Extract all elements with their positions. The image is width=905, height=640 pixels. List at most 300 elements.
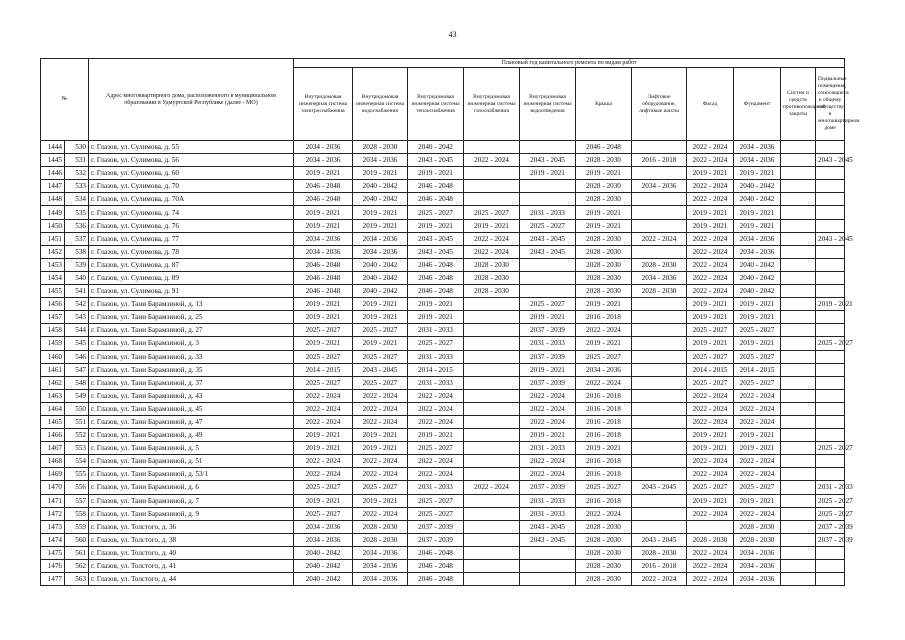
year-cell xyxy=(464,350,520,363)
year-cell: 2031 - 2033 xyxy=(520,337,576,350)
table-row xyxy=(41,389,845,402)
year-cell xyxy=(781,533,816,546)
work-header: Внутридомовая инженерная система водоотведения xyxy=(520,68,576,141)
address-cell: г. Глазов, ул. Сулимова, д. 87 xyxy=(89,258,294,271)
year-cell: 2019 - 2021 xyxy=(734,311,781,324)
mo-number: 550 xyxy=(65,402,89,415)
year-cell: 2016 - 2018 xyxy=(576,402,632,415)
year-cell: 2037 - 2039 xyxy=(520,324,576,337)
year-cell xyxy=(464,311,520,324)
year-cell xyxy=(816,271,845,284)
year-cell: 2028 - 2030 xyxy=(734,533,781,546)
year-cell: 2016 - 2018 xyxy=(632,154,687,167)
year-cell xyxy=(781,324,816,337)
year-cell: 2040 - 2042 xyxy=(353,285,408,298)
year-cell: 2016 - 2018 xyxy=(576,311,632,324)
year-cell: 2028 - 2030 xyxy=(576,533,632,546)
year-cell: 2019 - 2021 xyxy=(576,298,632,311)
year-cell: 2037 - 2039 xyxy=(816,533,845,546)
year-cell: 2025 - 2027 xyxy=(734,350,781,363)
year-cell: 2019 - 2021 xyxy=(687,167,734,180)
year-cell: 2019 - 2021 xyxy=(353,442,408,455)
year-cell: 2019 - 2021 xyxy=(294,442,353,455)
year-cell: 2028 - 2030 xyxy=(576,520,632,533)
year-cell xyxy=(781,507,816,520)
row-number: 1464 xyxy=(41,402,65,415)
year-cell: 2019 - 2021 xyxy=(734,337,781,350)
year-cell: 2019 - 2021 xyxy=(353,219,408,232)
year-cell xyxy=(464,363,520,376)
year-cell: 2034 - 2036 xyxy=(353,573,408,586)
year-cell: 2025 - 2027 xyxy=(520,219,576,232)
year-cell: 2040 - 2042 xyxy=(353,193,408,206)
year-cell: 2025 - 2027 xyxy=(576,350,632,363)
row-number: 1445 xyxy=(41,154,65,167)
year-cell: 2031 - 2033 xyxy=(408,376,464,389)
year-cell: 2031 - 2033 xyxy=(816,481,845,494)
year-cell xyxy=(632,337,687,350)
mo-number: 546 xyxy=(65,350,89,363)
year-cell xyxy=(464,141,520,154)
row-number: 1460 xyxy=(41,350,65,363)
year-cell xyxy=(632,298,687,311)
work-header: Внутридомовая инженерная система теплоснабжения xyxy=(408,68,464,141)
mo-number: 531 xyxy=(65,154,89,167)
year-cell: 2028 - 2030 xyxy=(734,520,781,533)
year-cell: 2022 - 2024 xyxy=(734,402,781,415)
year-cell xyxy=(816,324,845,337)
year-cell: 2028 - 2030 xyxy=(464,258,520,271)
year-cell xyxy=(464,415,520,428)
year-cell xyxy=(464,573,520,586)
year-cell: 2028 - 2030 xyxy=(632,285,687,298)
table-row xyxy=(41,415,845,428)
table-row xyxy=(41,533,845,546)
year-cell: 2022 - 2024 xyxy=(687,546,734,559)
year-cell: 2019 - 2021 xyxy=(294,311,353,324)
year-cell: 2016 - 2018 xyxy=(576,455,632,468)
year-cell xyxy=(781,298,816,311)
year-cell: 2022 - 2024 xyxy=(464,481,520,494)
row-number: 1476 xyxy=(41,560,65,573)
year-cell: 2028 - 2030 xyxy=(576,180,632,193)
year-cell: 2031 - 2033 xyxy=(408,350,464,363)
year-cell: 2028 - 2030 xyxy=(576,245,632,258)
mo-number: 537 xyxy=(65,232,89,245)
table-row xyxy=(41,245,845,258)
year-cell: 2014 - 2015 xyxy=(687,363,734,376)
year-cell xyxy=(464,180,520,193)
row-number: 1477 xyxy=(41,573,65,586)
year-cell: 2028 - 2030 xyxy=(576,573,632,586)
year-cell: 2034 - 2036 xyxy=(294,141,353,154)
row-number: 1471 xyxy=(41,494,65,507)
year-cell: 2019 - 2021 xyxy=(576,442,632,455)
year-cell xyxy=(464,520,520,533)
year-cell: 2022 - 2024 xyxy=(464,154,520,167)
year-cell xyxy=(632,193,687,206)
year-cell xyxy=(464,167,520,180)
year-cell xyxy=(781,468,816,481)
year-cell: 2034 - 2036 xyxy=(294,154,353,167)
year-cell: 2028 - 2030 xyxy=(576,271,632,284)
work-header: Систем и средств противопожарной защиты xyxy=(781,68,816,141)
year-cell: 2022 - 2024 xyxy=(687,285,734,298)
table-row xyxy=(41,468,845,481)
year-cell: 2025 - 2027 xyxy=(408,494,464,507)
year-cell xyxy=(781,546,816,559)
year-cell: 2022 - 2024 xyxy=(464,232,520,245)
year-cell: 2034 - 2036 xyxy=(294,232,353,245)
year-cell: 2022 - 2024 xyxy=(734,507,781,520)
row-number: 1462 xyxy=(41,376,65,389)
year-cell: 2016 - 2018 xyxy=(576,429,632,442)
year-cell: 2022 - 2024 xyxy=(687,180,734,193)
year-cell: 2014 - 2015 xyxy=(734,363,781,376)
year-cell: 2043 - 2045 xyxy=(816,154,845,167)
year-cell xyxy=(520,141,576,154)
year-cell: 2025 - 2027 xyxy=(464,206,520,219)
year-cell xyxy=(816,546,845,559)
year-cell: 2016 - 2018 xyxy=(576,415,632,428)
year-cell: 2028 - 2030 xyxy=(576,285,632,298)
mo-number: 558 xyxy=(65,507,89,520)
year-cell: 2046 - 2048 xyxy=(408,573,464,586)
address-cell: г. Глазов, ул. Тани Барамзиной, д. 27 xyxy=(89,324,294,337)
year-cell: 2040 - 2042 xyxy=(734,285,781,298)
year-cell xyxy=(781,154,816,167)
year-cell: 2025 - 2027 xyxy=(816,507,845,520)
year-cell: 2019 - 2021 xyxy=(734,167,781,180)
address-header: Адрес многоквартирного дома, расположенного в муниципальном образовании в Удмуртской Республике (далее - МО) xyxy=(89,59,294,141)
address-cell: г. Глазов, ул. Тани Барамзиной, д. 35 xyxy=(89,363,294,376)
year-cell: 2037 - 2039 xyxy=(520,376,576,389)
year-cell: 2019 - 2021 xyxy=(576,337,632,350)
mo-number: 556 xyxy=(65,481,89,494)
mo-number: 543 xyxy=(65,311,89,324)
row-number: 1472 xyxy=(41,507,65,520)
year-cell xyxy=(632,350,687,363)
year-cell: 2022 - 2024 xyxy=(576,376,632,389)
year-cell: 2022 - 2024 xyxy=(353,415,408,428)
mo-number: 555 xyxy=(65,468,89,481)
year-cell: 2022 - 2024 xyxy=(408,389,464,402)
year-cell: 2046 - 2048 xyxy=(408,285,464,298)
year-cell: 2022 - 2024 xyxy=(687,258,734,271)
year-cell xyxy=(781,415,816,428)
year-cell: 2037 - 2039 xyxy=(520,481,576,494)
year-cell xyxy=(464,337,520,350)
year-cell: 2019 - 2021 xyxy=(816,298,845,311)
year-cell: 2043 - 2045 xyxy=(408,154,464,167)
year-cell: 2040 - 2042 xyxy=(353,258,408,271)
year-cell xyxy=(632,141,687,154)
mo-number: 545 xyxy=(65,337,89,350)
year-cell: 2025 - 2027 xyxy=(294,350,353,363)
year-cell xyxy=(816,455,845,468)
year-cell: 2019 - 2021 xyxy=(520,311,576,324)
year-cell: 2037 - 2039 xyxy=(408,533,464,546)
year-cell: 2025 - 2027 xyxy=(687,481,734,494)
year-cell: 2025 - 2027 xyxy=(816,442,845,455)
year-cell xyxy=(464,507,520,520)
row-number: 1453 xyxy=(41,258,65,271)
address-cell: г. Глазов, ул. Сулимова, д. 76 xyxy=(89,219,294,232)
work-header: Внутридомовая инженерная система электроснабжения xyxy=(294,68,353,141)
year-cell: 2022 - 2024 xyxy=(576,507,632,520)
address-cell: г. Глазов, ул. Сулимова, д. 56 xyxy=(89,154,294,167)
year-cell xyxy=(816,245,845,258)
year-cell xyxy=(464,494,520,507)
year-cell: 2019 - 2021 xyxy=(353,311,408,324)
year-cell: 2022 - 2024 xyxy=(464,245,520,258)
year-cell: 2019 - 2021 xyxy=(294,494,353,507)
mo-number: 539 xyxy=(65,258,89,271)
year-cell: 2043 - 2045 xyxy=(408,245,464,258)
table-row xyxy=(41,206,845,219)
work-header: Внутридомовая инженерная система водоснабжения xyxy=(353,68,408,141)
work-header: Фундамент xyxy=(734,68,781,141)
table-row xyxy=(41,232,845,245)
year-cell: 2019 - 2021 xyxy=(353,494,408,507)
row-number: 1448 xyxy=(41,193,65,206)
address-cell: г. Глазов, ул. Сулимова, д. 70А xyxy=(89,193,294,206)
year-cell: 2022 - 2024 xyxy=(687,468,734,481)
year-cell: 2034 - 2036 xyxy=(734,546,781,559)
work-header: Лифтовое оборудование, лифтовые шахты xyxy=(632,68,687,141)
address-cell: г. Глазов, ул. Толстого, д. 40 xyxy=(89,546,294,559)
year-cell: 2046 - 2048 xyxy=(408,193,464,206)
year-cell xyxy=(632,324,687,337)
address-cell: г. Глазов, ул. Сулимова, д. 55 xyxy=(89,141,294,154)
year-cell: 2034 - 2036 xyxy=(353,245,408,258)
address-cell: г. Глазов, ул. Сулимова, д. 78 xyxy=(89,245,294,258)
row-number: 1447 xyxy=(41,180,65,193)
year-cell xyxy=(816,258,845,271)
year-cell: 2019 - 2021 xyxy=(353,298,408,311)
mo-number: 532 xyxy=(65,167,89,180)
year-cell xyxy=(781,442,816,455)
year-cell: 2040 - 2042 xyxy=(734,180,781,193)
year-cell: 2022 - 2024 xyxy=(353,402,408,415)
year-cell: 2022 - 2024 xyxy=(520,468,576,481)
year-cell: 2019 - 2021 xyxy=(687,206,734,219)
year-cell: 2025 - 2027 xyxy=(687,376,734,389)
year-cell xyxy=(520,258,576,271)
year-cell: 2043 - 2045 xyxy=(816,232,845,245)
address-cell: г. Глазов, ул. Тани Барамзиной, д. 43 xyxy=(89,389,294,402)
year-cell: 2034 - 2036 xyxy=(353,232,408,245)
year-cell: 2022 - 2024 xyxy=(408,415,464,428)
year-cell: 2040 - 2042 xyxy=(734,258,781,271)
year-cell xyxy=(520,285,576,298)
year-cell: 2022 - 2024 xyxy=(734,389,781,402)
year-cell: 2043 - 2045 xyxy=(520,245,576,258)
year-cell xyxy=(781,455,816,468)
year-cell xyxy=(632,415,687,428)
year-cell: 2046 - 2048 xyxy=(294,258,353,271)
mo-number: 540 xyxy=(65,271,89,284)
year-cell: 2022 - 2024 xyxy=(687,507,734,520)
work-group-header: Плановый год капитального ремонта по видам работ xyxy=(294,59,845,68)
address-cell: г. Глазов, ул. Тани Барамзиной, д. 7 xyxy=(89,494,294,507)
year-cell xyxy=(464,546,520,559)
year-cell: 2025 - 2027 xyxy=(687,350,734,363)
year-cell: 2022 - 2024 xyxy=(520,455,576,468)
year-cell xyxy=(781,271,816,284)
year-cell: 2028 - 2030 xyxy=(576,258,632,271)
address-cell: г. Глазов, ул. Сулимова, д. 70 xyxy=(89,180,294,193)
row-number: 1463 xyxy=(41,389,65,402)
year-cell: 2022 - 2024 xyxy=(353,389,408,402)
year-cell xyxy=(464,560,520,573)
year-cell: 2022 - 2024 xyxy=(632,232,687,245)
table-row xyxy=(41,481,845,494)
mo-number: 559 xyxy=(65,520,89,533)
table-row xyxy=(41,141,845,154)
year-cell: 2040 - 2042 xyxy=(294,573,353,586)
year-cell: 2025 - 2027 xyxy=(734,481,781,494)
year-cell: 2022 - 2024 xyxy=(353,507,408,520)
year-cell xyxy=(781,402,816,415)
year-cell: 2019 - 2021 xyxy=(294,298,353,311)
year-cell: 2025 - 2027 xyxy=(353,376,408,389)
year-cell: 2019 - 2021 xyxy=(464,219,520,232)
mo-number: 536 xyxy=(65,219,89,232)
year-cell: 2022 - 2024 xyxy=(520,415,576,428)
year-cell xyxy=(781,560,816,573)
year-cell: 2016 - 2018 xyxy=(632,560,687,573)
year-cell: 2022 - 2024 xyxy=(520,389,576,402)
mo-number: 542 xyxy=(65,298,89,311)
year-cell: 2014 - 2015 xyxy=(408,363,464,376)
table-row xyxy=(41,324,845,337)
table-row xyxy=(41,298,845,311)
year-cell: 2028 - 2030 xyxy=(576,154,632,167)
year-cell: 2043 - 2045 xyxy=(520,520,576,533)
work-header: Подвальные помещения, относящиеся к общему имуществу в многоквартирном доме xyxy=(816,68,845,141)
year-cell xyxy=(781,350,816,363)
year-cell: 2046 - 2048 xyxy=(294,271,353,284)
year-cell: 2040 - 2042 xyxy=(408,141,464,154)
year-cell: 2019 - 2021 xyxy=(734,219,781,232)
year-cell: 2034 - 2036 xyxy=(734,560,781,573)
table-row xyxy=(41,494,845,507)
capital-repair-table xyxy=(40,58,860,586)
year-cell: 2034 - 2036 xyxy=(353,546,408,559)
year-cell xyxy=(781,363,816,376)
year-cell: 2019 - 2021 xyxy=(353,429,408,442)
year-cell: 2022 - 2024 xyxy=(632,573,687,586)
year-cell: 2019 - 2021 xyxy=(294,219,353,232)
table-row xyxy=(41,442,845,455)
row-number: 1446 xyxy=(41,167,65,180)
year-cell: 2025 - 2027 xyxy=(408,442,464,455)
year-cell xyxy=(632,494,687,507)
year-cell: 2019 - 2021 xyxy=(734,206,781,219)
year-cell xyxy=(816,402,845,415)
year-cell: 2046 - 2048 xyxy=(408,271,464,284)
year-cell: 2028 - 2030 xyxy=(464,271,520,284)
year-cell: 2025 - 2027 xyxy=(294,376,353,389)
year-cell: 2022 - 2024 xyxy=(353,455,408,468)
year-cell xyxy=(520,573,576,586)
year-cell xyxy=(781,389,816,402)
year-cell xyxy=(632,389,687,402)
row-number: 1452 xyxy=(41,245,65,258)
year-cell: 2028 - 2030 xyxy=(576,193,632,206)
year-cell: 2025 - 2027 xyxy=(353,350,408,363)
year-cell: 2019 - 2021 xyxy=(687,311,734,324)
year-cell: 2022 - 2024 xyxy=(687,141,734,154)
year-cell: 2019 - 2021 xyxy=(294,206,353,219)
year-cell: 2040 - 2042 xyxy=(734,193,781,206)
year-cell: 2019 - 2021 xyxy=(687,442,734,455)
year-cell xyxy=(632,363,687,376)
year-cell: 2046 - 2048 xyxy=(408,546,464,559)
year-cell xyxy=(816,141,845,154)
year-cell: 2025 - 2027 xyxy=(408,206,464,219)
year-cell xyxy=(781,258,816,271)
address-cell: г. Глазов, ул. Тани Барамзиной, д. 49 xyxy=(89,429,294,442)
mo-number: 530 xyxy=(65,141,89,154)
year-cell xyxy=(632,245,687,258)
table-row xyxy=(41,560,845,573)
year-cell xyxy=(781,494,816,507)
table-row xyxy=(41,507,845,520)
year-cell: 2022 - 2024 xyxy=(687,232,734,245)
row-number: 1474 xyxy=(41,533,65,546)
year-cell: 2022 - 2024 xyxy=(734,468,781,481)
year-cell: 2022 - 2024 xyxy=(734,455,781,468)
year-cell xyxy=(520,180,576,193)
year-cell: 2025 - 2027 xyxy=(576,481,632,494)
mo-number: 557 xyxy=(65,494,89,507)
mo-number: 562 xyxy=(65,560,89,573)
mo-number: 534 xyxy=(65,193,89,206)
mo-number: 547 xyxy=(65,363,89,376)
year-cell xyxy=(816,206,845,219)
year-cell: 2034 - 2036 xyxy=(734,573,781,586)
year-cell xyxy=(781,337,816,350)
mo-number: 541 xyxy=(65,285,89,298)
year-cell: 2019 - 2021 xyxy=(408,167,464,180)
year-cell: 2046 - 2048 xyxy=(408,180,464,193)
address-cell: г. Глазов, ул. Толстого, д. 38 xyxy=(89,533,294,546)
row-number: 1456 xyxy=(41,298,65,311)
address-cell: г. Глазов, ул. Сулимова, д. 89 xyxy=(89,271,294,284)
year-cell xyxy=(816,180,845,193)
year-cell: 2028 - 2030 xyxy=(632,546,687,559)
year-cell xyxy=(632,311,687,324)
year-cell: 2019 - 2021 xyxy=(576,219,632,232)
year-cell: 2025 - 2027 xyxy=(816,337,845,350)
year-cell xyxy=(816,468,845,481)
year-cell: 2034 - 2036 xyxy=(734,245,781,258)
year-cell: 2022 - 2024 xyxy=(687,389,734,402)
year-cell: 2019 - 2021 xyxy=(520,429,576,442)
year-cell: 2022 - 2024 xyxy=(687,455,734,468)
address-cell: г. Глазов, ул. Тани Барамзиной, д. 45 xyxy=(89,402,294,415)
year-cell: 2014 - 2015 xyxy=(294,363,353,376)
row-number: 1473 xyxy=(41,520,65,533)
address-cell: г. Глазов, ул. Толстого, д. 44 xyxy=(89,573,294,586)
mo-number: 563 xyxy=(65,573,89,586)
year-cell: 2019 - 2021 xyxy=(408,219,464,232)
year-cell: 2046 - 2048 xyxy=(294,285,353,298)
address-cell: г. Глазов, ул. Сулимова, д. 91 xyxy=(89,285,294,298)
year-cell xyxy=(816,285,845,298)
